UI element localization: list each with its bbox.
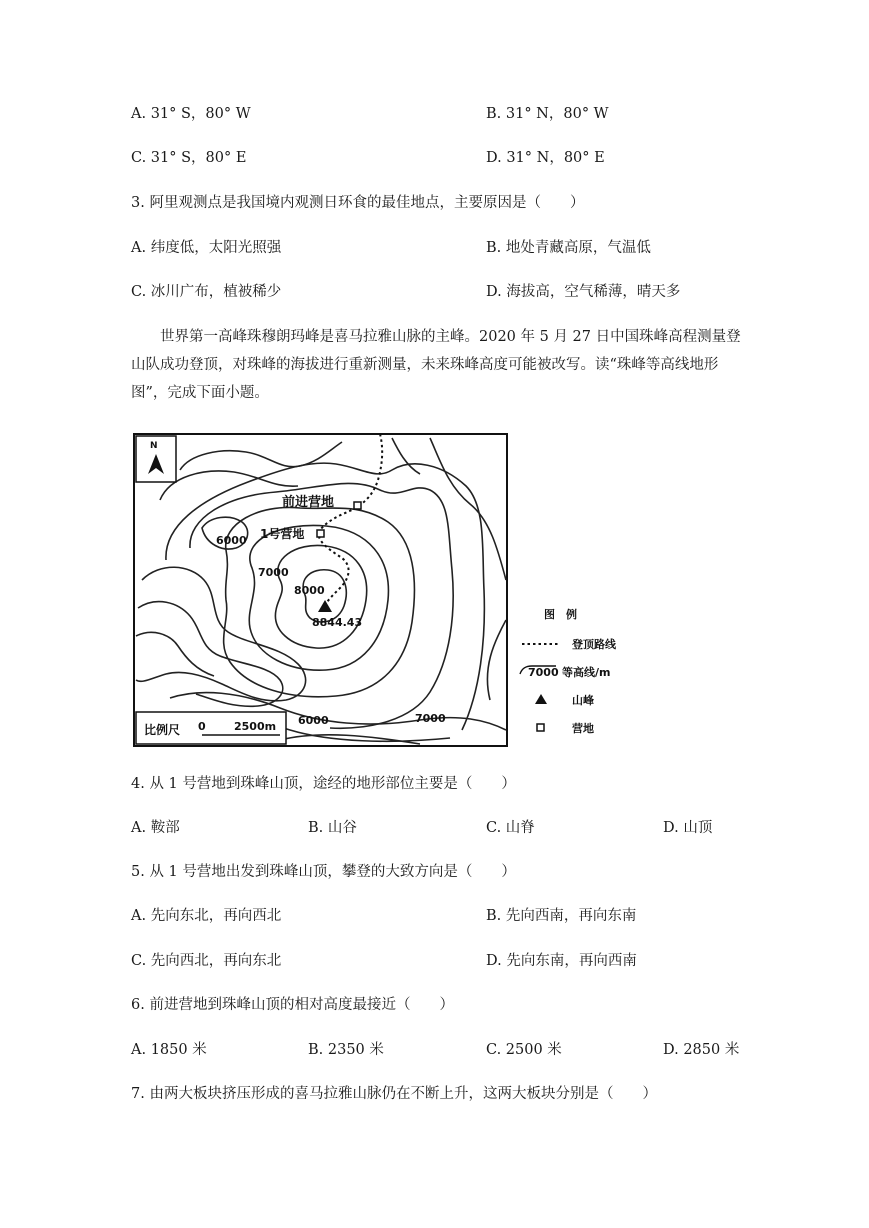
scale-value: 2500m [234, 720, 277, 733]
q6-option-a: A. 1850 米 [131, 1042, 207, 1058]
contour-label-6000-bottom: 6000 [298, 714, 329, 727]
everest-contour-map [130, 430, 640, 750]
legend-contour-label: 等高线/m [562, 666, 611, 679]
q5-stem: 5. 从 1 号营地出发到珠峰山顶，攀登的大致方向是（ ） [131, 864, 516, 880]
legend-route-label: 登顶路线 [572, 638, 616, 651]
q5-option-c: C. 先向西北，再向东北 [131, 953, 282, 969]
q6-option-c: C. 2500 米 [486, 1042, 562, 1058]
contour-label-8000: 8000 [294, 584, 325, 597]
legend-title: 图 例 [544, 608, 577, 621]
q3-option-d: D. 海拔高，空气稀薄，晴天多 [486, 284, 681, 300]
legend-camp-label: 营地 [572, 722, 594, 735]
q4-stem: 4. 从 1 号营地到珠峰山顶，途经的地形部位主要是（ ） [131, 776, 516, 792]
q5-option-b: B. 先向西南，再向东南 [486, 908, 637, 924]
ascent-route [319, 434, 382, 606]
forward-camp-label: 前进营地 [282, 495, 335, 510]
legend-contour-sample: 7000 [528, 666, 559, 679]
q2-option-b: B. 31° N，80° W [486, 106, 609, 122]
contour-label-6000-left: 6000 [216, 534, 247, 547]
q2-option-a: A. 31° S，80° W [131, 106, 251, 122]
q3-option-c: C. 冰川广布，植被稀少 [131, 284, 282, 300]
legend-peak-icon [535, 694, 547, 704]
q3-option-a: A. 纬度低，太阳光照强 [131, 240, 282, 256]
q4-option-a: A. 鞍部 [131, 820, 180, 836]
q6-option-d: D. 2850 米 [663, 1042, 740, 1058]
legend-peak-label: 山峰 [572, 694, 594, 707]
q4-option-c: C. 山脊 [486, 820, 535, 836]
q2-option-c: C. 31° S，80° E [131, 150, 247, 166]
contour-label-7000-left: 7000 [258, 566, 289, 579]
q6-stem: 6. 前进营地到珠峰山顶的相对高度最接近（ ） [131, 997, 454, 1013]
map-legend [520, 607, 617, 735]
q3-stem: 3. 阿里观测点是我国境内观测日环食的最佳地点，主要原因是（ ） [131, 195, 585, 211]
scale-label: 比例尺 [144, 723, 181, 737]
camp1-label: 1号营地 [260, 527, 305, 541]
q5-option-a: A. 先向东北，再向西北 [131, 908, 282, 924]
q6-option-b: B. 2350 米 [308, 1042, 384, 1058]
q3-option-b: B. 地处青藏高原，气温低 [486, 240, 651, 256]
q4-option-b: B. 山谷 [308, 820, 357, 836]
q2-option-d: D. 31° N，80° E [486, 150, 605, 166]
q7-stem: 7. 由两大板块挤压形成的喜马拉雅山脉仍在不断上升，这两大板块分别是（ ） [131, 1086, 657, 1102]
legend-camp-icon [537, 724, 544, 731]
forward-camp-marker [354, 502, 361, 509]
north-label: N [150, 441, 158, 451]
contour-label-7000-bottom: 7000 [415, 712, 446, 725]
q4-option-d: D. 山顶 [663, 820, 713, 836]
passage-text: 世界第一高峰珠穆朗玛峰是喜马拉雅山脉的主峰。2020 年 5 月 27 日中国珠峰高程测量登山队成功登顶，对珠峰的海拔进行重新测量，未来珠峰高度可能被改写。读“珠峰等高线地形图”，完成下面小题。 [131, 329, 741, 401]
q5-option-d: D. 先向东南，再向西南 [486, 953, 637, 969]
peak-marker-icon [318, 600, 332, 612]
camp1-marker [317, 530, 324, 537]
scale-zero: 0 [198, 720, 206, 733]
peak-elevation-label: 8844.43 [312, 616, 363, 629]
